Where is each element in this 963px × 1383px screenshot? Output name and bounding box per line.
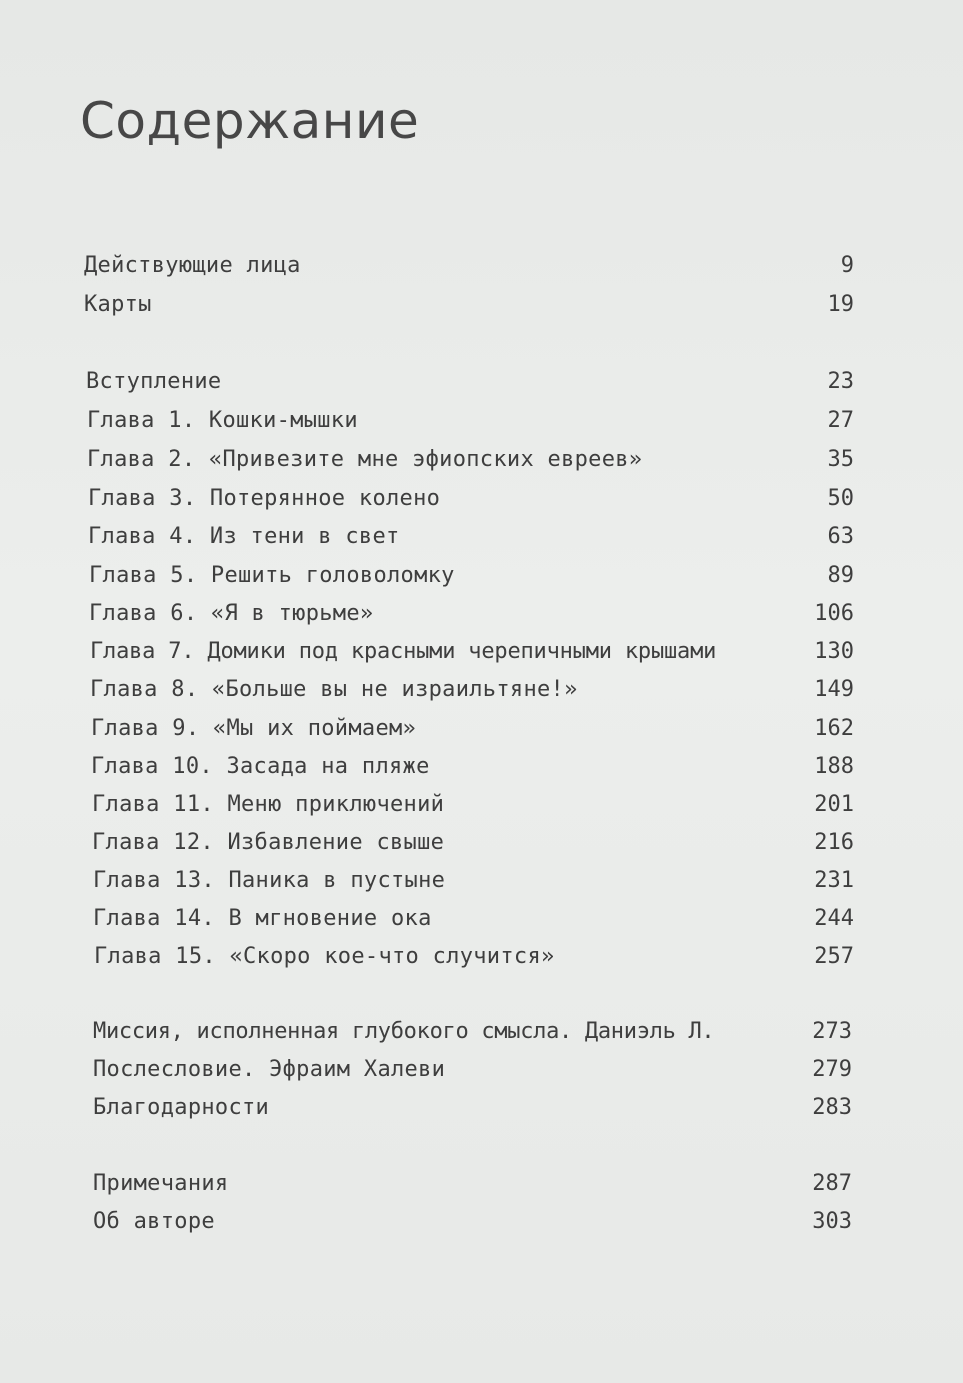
toc-entry-page: 188 — [814, 754, 854, 779]
toc-entry-page: 35 — [827, 447, 854, 472]
toc-entry — [93, 1205, 852, 1239]
toc-entry-label: Глава 10. Засада на пляже — [91, 754, 430, 779]
toc-entry-label: Глава 4. Из тени в свет — [88, 524, 400, 549]
toc-entry — [88, 520, 854, 554]
toc-entry-page: 89 — [827, 563, 854, 588]
toc-entry-page: 283 — [812, 1095, 852, 1120]
toc-entry — [91, 712, 854, 746]
toc-entry-page: 303 — [812, 1209, 852, 1234]
toc-entry-label: Глава 3. Потерянное колено — [88, 486, 441, 511]
toc-entry-label: Глава 7. Домики под красными черепичными крышами — [90, 639, 717, 664]
toc-entry — [84, 249, 854, 283]
toc-entry — [93, 864, 854, 898]
toc-entry — [86, 365, 854, 399]
toc-entry-label: Послесловие. Эфраим Халеви — [93, 1057, 446, 1082]
toc-entry-page: 287 — [812, 1171, 852, 1196]
page-title: Содержание — [80, 92, 420, 150]
toc-entry — [87, 443, 854, 477]
toc-entry-label: Глава 15. «Скоро кое-что случится» — [94, 944, 555, 969]
toc-entry — [94, 940, 854, 974]
toc-entry-label: Глава 13. Паника в пустыне — [93, 868, 446, 893]
toc-entry-page: 63 — [827, 524, 854, 549]
toc-entry-label: Глава 12. Избавление свыше — [92, 830, 445, 855]
toc-entry — [90, 673, 854, 707]
toc-entry-page: 244 — [814, 906, 854, 931]
toc-entry — [92, 788, 854, 822]
toc-entry-page: 279 — [812, 1057, 852, 1082]
toc-entry-label: Миссия, исполненная глубокого смысла. Даниэль Л. — [93, 1019, 715, 1044]
toc-entry-label: Глава 14. В мгновение ока — [93, 906, 432, 931]
toc-entry-page: 257 — [814, 944, 854, 969]
toc-entry-label: Глава 11. Меню приключений — [92, 792, 445, 817]
toc-entry — [93, 1167, 852, 1201]
toc-entry-label: Вступление — [86, 369, 222, 394]
toc-entry — [93, 1053, 852, 1087]
toc-entry-page: 23 — [827, 369, 854, 394]
toc-entry-page: 19 — [827, 292, 854, 317]
toc-entry — [91, 750, 854, 784]
toc-entry — [93, 1091, 852, 1125]
toc-entry — [93, 1015, 852, 1049]
toc-entry — [88, 482, 854, 516]
toc-entry-label: Примечания — [93, 1171, 229, 1196]
toc-entry — [89, 597, 854, 631]
toc-entry — [92, 826, 854, 860]
toc-entry-label: Глава 5. Решить головоломку — [89, 563, 455, 588]
toc-entry — [84, 288, 854, 322]
toc-entry-label: Действующие лица — [84, 253, 301, 278]
toc-entry — [90, 635, 854, 669]
toc-entry — [87, 404, 854, 438]
toc-entry-page: 27 — [827, 408, 854, 433]
toc-entry-page: 106 — [814, 601, 854, 626]
toc-entry-page: 130 — [814, 639, 854, 664]
toc-entry-page: 50 — [827, 486, 854, 511]
toc-entry-label: Глава 1. Кошки-мышки — [87, 408, 358, 433]
toc-entry-page: 201 — [814, 792, 854, 817]
toc-entry — [89, 559, 854, 593]
toc-entry-label: Благодарности — [93, 1095, 270, 1120]
toc-entry-label: Карты — [84, 292, 152, 317]
toc-entry-page: 162 — [814, 716, 854, 741]
toc-entry-page: 216 — [814, 830, 854, 855]
toc-entry-label: Глава 2. «Привезите мне эфиопских евреев» — [87, 447, 643, 472]
toc-entry-page: 149 — [814, 677, 854, 702]
toc-entry-label: Глава 8. «Больше вы не израильтяне!» — [90, 677, 578, 702]
toc-entry-label: Глава 9. «Мы их поймаем» — [91, 716, 417, 741]
toc-entry-page: 231 — [814, 868, 854, 893]
toc-entry-label: Глава 6. «Я в тюрьме» — [89, 601, 374, 626]
toc-entry-page: 9 — [840, 253, 854, 278]
toc-entry-label: Об авторе — [93, 1209, 215, 1234]
toc-entry-page: 273 — [812, 1019, 852, 1044]
toc-entry — [93, 902, 854, 936]
